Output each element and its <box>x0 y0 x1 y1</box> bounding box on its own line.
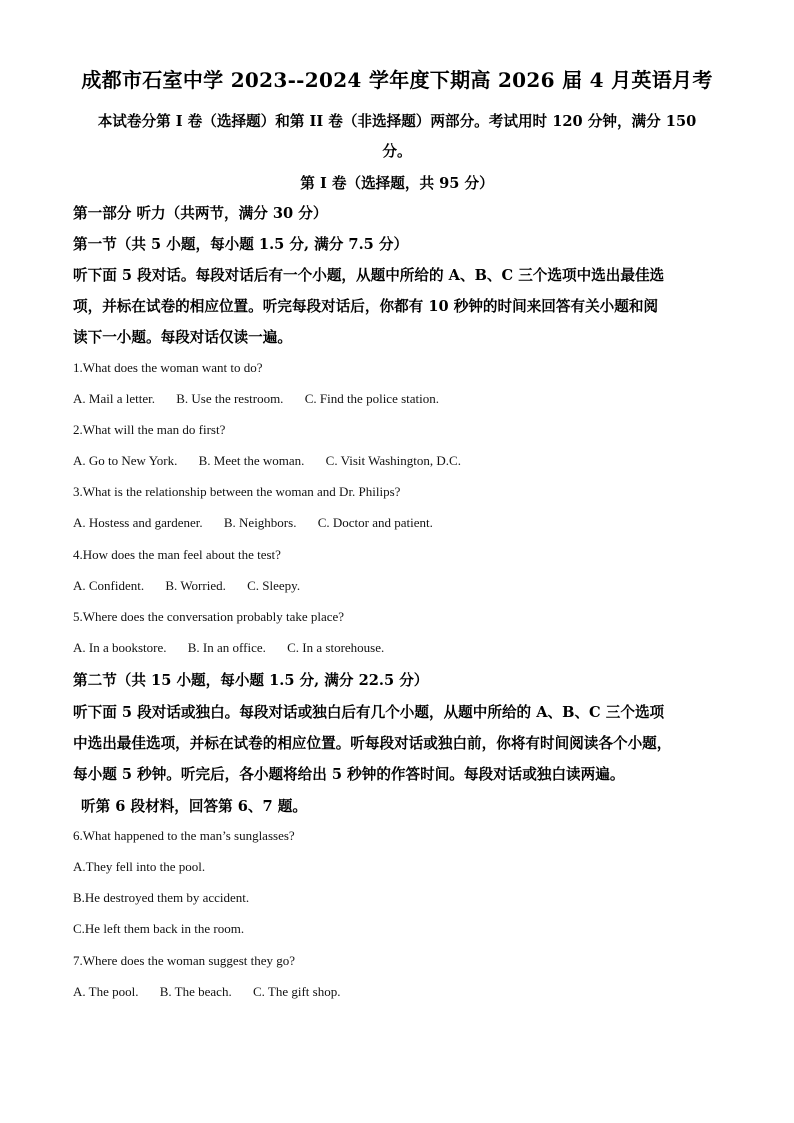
question-7-option-b: B. The beach. <box>159 984 232 999</box>
question-3-option-a: A. Hostess and gardener. <box>73 515 203 530</box>
question-1-option-a: A. Mail a letter. <box>73 391 155 406</box>
section1-instruction-2: 项，并标在试卷的相应位置。听完每段对话后，你都有 10 秒钟的时间来回答有关小题和阅 <box>73 298 659 315</box>
section2-instruction-2: 中选出最佳选项，并标在试卷的相应位置。听每段对话或独白前，你将有时间阅读各个小题， <box>73 735 672 752</box>
question-3-option-b: B. Neighbors. <box>223 515 297 530</box>
question-5-option-c: C. In a storehouse. <box>287 640 385 655</box>
question-1-option-c: C. Find the police station. <box>304 391 440 406</box>
exam-title: 成都市石室中学 2023--2024 学年度下期高 2026 届 4 月英语月考 <box>81 68 713 92</box>
question-5-option-b: B. In an office. <box>187 640 266 655</box>
question-2-option-a: A. Go to New York. <box>73 453 178 468</box>
question-6-option-b: B.He destroyed them by accident. <box>73 890 250 905</box>
intro-line-1: 本试卷分第 I 卷（选择题）和第 II 卷（非选择题）两部分。考试用时 120 分钟，满分 150 <box>97 113 697 130</box>
question-4-stem: 4.How does the man feel about the test? <box>73 547 281 562</box>
question-2-option-b: B. Meet the woman. <box>198 453 305 468</box>
question-4-option-c: C. Sleepy. <box>247 578 301 593</box>
question-6-stem: 6.What happened to the man’s sunglasses? <box>73 828 295 843</box>
question-4-options <box>73 578 318 594</box>
question-2-options <box>73 453 479 469</box>
section2-instruction-1: 听下面 5 段对话或独白。每段对话或独白后有几个小题，从题中所给的 A、B、C 三个选项 <box>73 704 665 721</box>
question-7-stem: 7.Where does the woman suggest they go? <box>73 953 296 968</box>
question-6-option-a: A.They fell into the pool. <box>73 859 206 874</box>
intro-line-2: 分。 <box>382 143 412 160</box>
section1-instruction-1: 听下面 5 段对话。每段对话后有一个小题，从题中所给的 A、B、C 三个选项中选出最佳选 <box>73 267 665 284</box>
material-note: 听第 6 段材料，回答第 6、7 题。 <box>81 798 307 815</box>
question-3-option-c: C. Doctor and patient. <box>317 515 433 530</box>
question-1-options <box>73 391 457 407</box>
question-1-stem: 1.What does the woman want to do? <box>73 360 263 375</box>
question-7-option-a: A. The pool. <box>73 984 139 999</box>
question-5-options <box>73 640 402 656</box>
question-7-option-c: C. The gift shop. <box>252 984 341 999</box>
section2-instruction-3: 每小题 5 秒钟。听完后，各小题将给出 5 秒钟的作答时间。每段对话或独白读两遍。 <box>73 766 625 783</box>
question-4-option-b: B. Worried. <box>165 578 226 593</box>
question-2-option-c: C. Visit Washington, D.C. <box>325 453 461 468</box>
question-1-option-b: B. Use the restroom. <box>176 391 284 406</box>
question-2-stem: 2.What will the man do first? <box>73 422 226 437</box>
question-5-option-a: A. In a bookstore. <box>73 640 167 655</box>
volume-title: 第 I 卷（选择题，共 95 分） <box>300 175 494 192</box>
question-6-option-c: C.He left them back in the room. <box>73 921 245 936</box>
section1-title: 第一节（共 5 小题，每小题 1.5 分, 满分 7.5 分） <box>73 236 409 253</box>
question-3-stem: 3.What is the relationship between the woman and Dr. Philips? <box>73 484 401 499</box>
section2-title: 第二节（共 15 小题，每小题 1.5 分, 满分 22.5 分） <box>73 672 429 689</box>
question-3-options <box>73 515 451 531</box>
question-7-options <box>73 984 358 1000</box>
question-4-option-a: A. Confident. <box>73 578 145 593</box>
part1-title: 第一部分 听力（共两节，满分 30 分） <box>73 205 328 222</box>
question-5-stem: 5.Where does the conversation probably take place? <box>73 609 345 624</box>
section1-instruction-3: 读下一小题。每段对话仅读一遍。 <box>73 329 292 346</box>
